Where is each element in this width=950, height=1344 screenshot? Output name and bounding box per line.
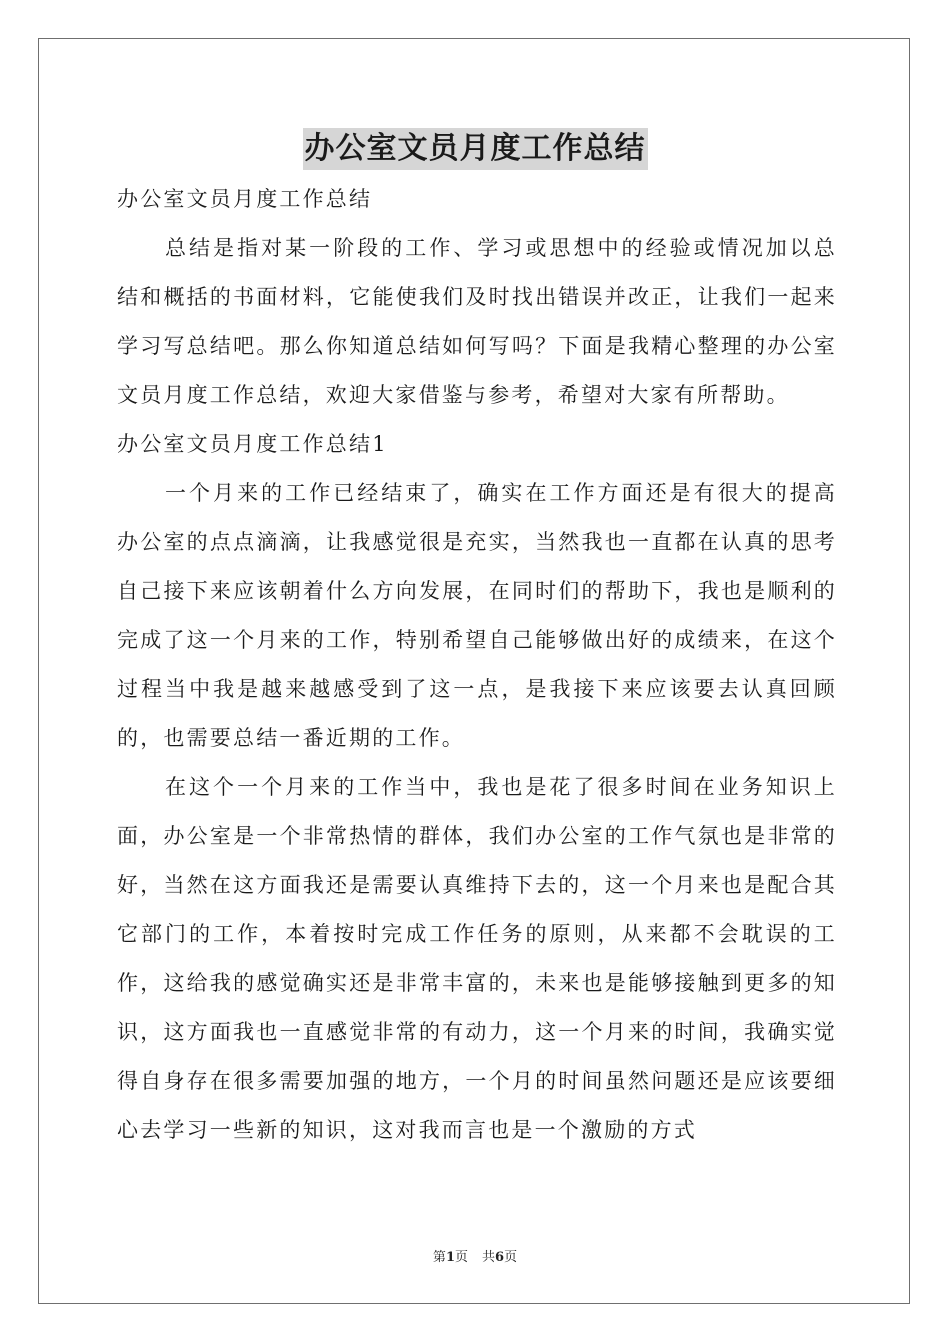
body-paragraph-2: 在这个一个月来的工作当中，我也是花了很多时间在业务知识上面，办公室是一个非常热情的群体，我们办公室的工作气氛也是非常的好，当然在这方面我还是需要认真维持下去的，这一个月来也是配合其它部门的工作，本着按时完成工作任务的原则，从来都不会耽误的工作，这给我的感觉确实还是非常丰富的，未来也是能够接触到更多的知识，这方面我也一直感觉非常的有动力，这一个月来的时间，我确实觉得自身存在很多需要加强的地方，一个月的时间虽然问题还是应该要细心去学习一些新的知识，这对我而言也是一个激励的方式 xyxy=(117,775,837,1142)
title-container xyxy=(0,128,950,170)
page-footer xyxy=(0,1246,950,1265)
subtitle-line: 办公室文员月度工作总结 xyxy=(117,187,373,211)
page-prefix: 第 xyxy=(432,1250,446,1265)
document-title: 办公室文员月度工作总结 xyxy=(303,128,648,170)
document-body xyxy=(117,175,837,1155)
page-suffix: 页 xyxy=(454,1250,468,1265)
page-number: 1 xyxy=(445,1250,455,1265)
intro-paragraph: 总结是指对某一阶段的工作、学习或思想中的经验或情况加以总结和概括的书面材料，它能使我们及时找出错误并改正，让我们一起来学习写总结吧。那么你知道总结如何写吗？下面是我精心整理的办公室文员月度工作总结，欢迎大家借鉴与参考，希望对大家有所帮助。 xyxy=(117,236,837,407)
total-prefix: 共 xyxy=(482,1250,496,1265)
section-heading-1: 办公室文员月度工作总结1 xyxy=(117,432,388,456)
body-paragraph-1: 一个月来的工作已经结束了，确实在工作方面还是有很大的提高办公室的点点滴滴，让我感觉很是充实，当然我也一直都在认真的思考自己接下来应该朝着什么方向发展，在同时们的帮助下，我也是顺利的完成了这一个月来的工作，特别希望自己能够做出好的成绩来，在这个过程当中我是越来越感受到了这一点，是我接下来应该要去认真回顾的，也需要总结一番近期的工作。 xyxy=(117,481,837,750)
total-suffix: 页 xyxy=(504,1250,518,1265)
total-pages: 6 xyxy=(495,1250,505,1265)
